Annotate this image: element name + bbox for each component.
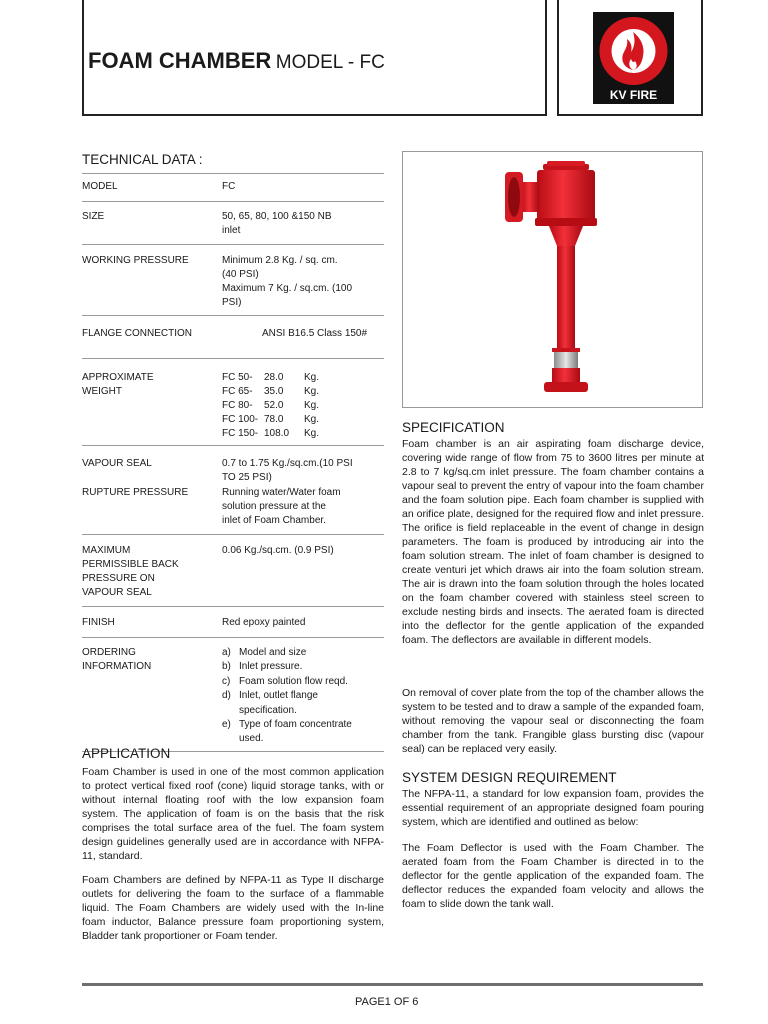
system-design-paragraph: The NFPA-11, a standard for low expansion foam, provides the essential requirement of an appropriate designed foam pouring system, which are identified and outlined as below:: [402, 788, 704, 828]
divider: [82, 244, 384, 245]
list-item: [222, 675, 352, 689]
weight-row: [222, 371, 319, 385]
vapour-seal-line: TO 25 PSI): [222, 472, 272, 483]
title-model: MODEL - FC: [275, 52, 385, 73]
list-text: Type of foam concentrate: [239, 719, 352, 731]
logo-text: KV FIRE: [609, 88, 658, 102]
ordering-label-line: ORDERING: [82, 647, 136, 658]
weight-row: [222, 399, 319, 413]
max-back-pressure-label-line: PRESSURE ON: [82, 573, 155, 584]
rupture-pressure-line: inlet of Foam Chamber.: [222, 515, 326, 526]
footer-rule: [82, 983, 703, 986]
flange-value: ANSI B16.5 Class 150#: [262, 328, 368, 339]
application-paragraph: Foam Chambers are defined by NFPA-11 as Type II discharge outlets for delivering the foam to the surface of a flammable liquid. The Foam Chambers are widely used with the In-line foam inductor, Balance pressure foam proportioning system, Bladder tank proportioner or Foam tender.: [82, 874, 384, 942]
max-back-pressure-label-line: MAXIMUM: [82, 545, 131, 556]
size-line: 50, 65, 80, 100 &150 NB: [222, 211, 332, 222]
working-pressure-line: PSI): [222, 297, 242, 308]
page-title: [88, 48, 385, 74]
list-text: Inlet, outlet flange: [239, 690, 318, 702]
weight-unit: Kg.: [304, 414, 320, 425]
model-value: FC: [222, 181, 236, 192]
weight-model: FC 50-: [222, 372, 253, 383]
weight-model: FC 150-: [222, 428, 259, 439]
list-item: [222, 660, 352, 674]
weight-value: 52.0: [264, 400, 284, 411]
finish-value: Red epoxy painted: [222, 617, 306, 628]
vapour-seal-value: [222, 457, 353, 485]
divider: [82, 315, 384, 316]
specification-heading: SPECIFICATION: [402, 420, 505, 435]
weight-label-line: APPROXIMATE: [82, 372, 154, 383]
flange-label: FLANGE CONNECTION: [82, 328, 193, 339]
system-design-heading: SYSTEM DESIGN REQUIREMENT: [402, 770, 617, 785]
rupture-pressure-line: solution pressure at the: [222, 501, 326, 512]
max-back-pressure-value: 0.06 Kg./sq.cm. (0.9 PSI): [222, 545, 334, 556]
weight-unit: Kg.: [304, 428, 320, 439]
list-key: c): [222, 675, 231, 687]
working-pressure-line: Maximum 7 Kg. / sq.cm. (100: [222, 283, 353, 294]
divider: [82, 201, 384, 202]
flame-logo-icon: [593, 12, 674, 104]
weight-model: FC 80-: [222, 400, 253, 411]
weight-row: [222, 413, 319, 427]
vapour-seal-label: VAPOUR SEAL: [82, 458, 152, 469]
list-key: e): [222, 719, 231, 731]
weight-value: 28.0: [264, 372, 284, 383]
divider: [82, 173, 384, 174]
divider: [82, 637, 384, 638]
list-key: d): [222, 690, 231, 702]
list-key: b): [222, 661, 231, 673]
divider: [82, 534, 384, 535]
divider: [82, 606, 384, 607]
weight-label: [82, 371, 154, 399]
list-text: Model and size: [239, 647, 307, 658]
weight-table: [222, 371, 319, 441]
max-back-pressure-label: [82, 544, 179, 600]
application-paragraph: Foam Chamber is used in one of the most common application to protect vertical fixed roof (cone) liquid storage tanks, with or without internal floating roof with the low expansion foam system. The application of foam is on the basis that the risk comprises the total surface area of the fuel. The foam system design guidelines generally used are in accordance with NFPA-11, standard.: [82, 766, 384, 862]
rupture-pressure-line: Running water/Water foam: [222, 487, 341, 498]
list-key: a): [222, 647, 231, 658]
title-bold: FOAM CHAMBER: [88, 48, 272, 73]
weight-unit: Kg.: [304, 400, 320, 411]
max-back-pressure-label-line: VAPOUR SEAL: [82, 587, 152, 598]
rupture-pressure-value: [222, 486, 341, 528]
working-pressure-label: WORKING PRESSURE: [82, 255, 189, 266]
weight-label-line: WEIGHT: [82, 386, 122, 397]
divider: [82, 445, 384, 446]
weight-model: FC 100-: [222, 414, 259, 425]
vapour-seal-line: 0.7 to 1.75 Kg./sq.cm.(10 PSI: [222, 458, 353, 469]
system-design-paragraph: The Foam Deflector is used with the Foam Chamber. The aerated foam from the Foam Chamber is directed in to the deflector for the gentle application of the expanded foam. The deflector reduces the expanded foam velocity and allows the foam to slide down the tank wall.: [402, 842, 704, 910]
list-text: Inlet pressure.: [239, 661, 303, 673]
working-pressure-line: (40 PSI): [222, 269, 259, 280]
list-text: Foam solution flow reqd.: [239, 675, 348, 687]
ordering-label-line: INFORMATION: [82, 661, 152, 672]
model-label: MODEL: [82, 181, 118, 192]
list-item: [222, 689, 352, 718]
size-label: SIZE: [82, 211, 105, 222]
ordering-label: [82, 646, 151, 674]
ordering-list: [222, 646, 352, 747]
specification-paragraph: On removal of cover plate from the top of the chamber allows the system to be tested and to draw a sample of the expanded foam, without removing the vapour seal or disconnecting the foam chamber from the tank. Frangible glass bursting disc (vapour seal) can be replaced very easily.: [402, 687, 704, 755]
rupture-pressure-label: RUPTURE PRESSURE: [82, 487, 189, 498]
list-item: [222, 646, 352, 660]
weight-unit: Kg.: [304, 386, 320, 397]
size-value: [222, 210, 332, 238]
weight-row: [222, 385, 319, 399]
weight-value: 108.0: [264, 428, 290, 439]
application-heading: APPLICATION: [82, 746, 171, 761]
kv-fire-logo: [593, 12, 674, 104]
weight-model: FC 65-: [222, 386, 253, 397]
weight-value: 78.0: [264, 414, 284, 425]
product-photo: [402, 151, 703, 408]
foam-chamber-image: [403, 152, 702, 407]
weight-row: [222, 427, 319, 441]
working-pressure-value: [222, 254, 352, 310]
working-pressure-line: Minimum 2.8 Kg. / sq. cm.: [222, 255, 338, 266]
list-text: used.: [239, 733, 264, 745]
technical-data-heading: TECHNICAL DATA :: [82, 152, 203, 167]
divider: [82, 358, 384, 359]
page-number: PAGE1 OF 6: [355, 996, 419, 1008]
max-back-pressure-label-line: PERMISSIBLE BACK: [82, 559, 179, 570]
list-text: specification.: [239, 704, 297, 716]
size-line: inlet: [222, 225, 241, 236]
weight-unit: Kg.: [304, 372, 320, 383]
finish-label: FINISH: [82, 617, 115, 628]
specification-paragraph: Foam chamber is an air aspirating foam discharge device, covering wide range of flow from 75 to 3600 litres per minute at 2.8 to 7 kg/sq.cm inlet pressure. The foam chamber contains a vapour seal to prevent the entry of vapour into the foam chamber and the foam solution pipe. Each foam chamber is supplied with an orifice plate, designed for the required flow and inlet pressure. The orifice is field replaceable in the event of change in design parameters. The foam is produced by introducing air into the foam solution stream. The inlet of foam chamber is designed to create venturi jet which draws air into the foam solution stream. The air is drawn into the foam solution through the holes located on the foam chamber covered with stainless steel screen to exclude nesting birds and insects. The aerated foam is directed into the deflector for the gentle application of the expanded foam. The deflectors are available in different models.: [402, 438, 704, 646]
list-item: [222, 718, 352, 747]
weight-value: 35.0: [264, 386, 284, 397]
